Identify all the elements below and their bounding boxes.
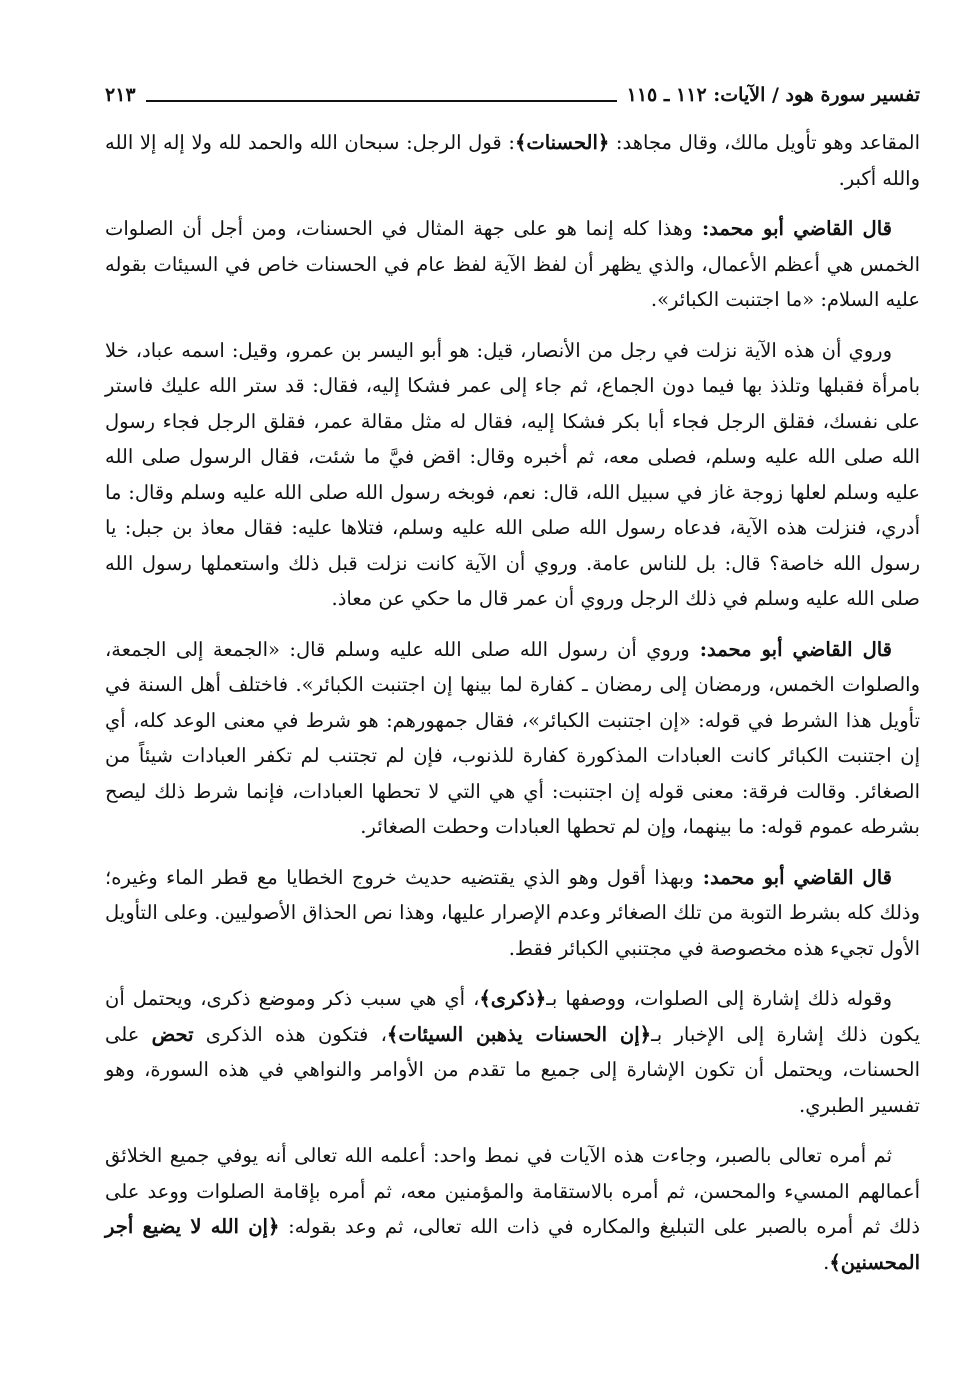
bold-text: قال القاضي أبو محمد: xyxy=(689,637,892,661)
paragraph xyxy=(105,632,920,845)
text-segment: وروي أن هذه الآية نزلت في رجل من الأنصار، قيل: هو أبو اليسر بن عمرو، وقيل: اسمه عباد، خلا بامرأة فقبلها وتلذذ بها فيما دون الجماع، ثم جاء إلى عمر فشكا إليه، فقال: قد ستر الله عليك فاستر على نفسك، فقلق الرجل فجاء أبا بكر فشكا إليه، فقال له مثل مقالة عمر، فقلق الرجل فجاء رسول الله صلى الله عليه وسلم، فصلى معه، ثم أخبره وقال: اقض فيَّ ما شئت، فقال الرسول صلى الله عليه وسلم لعلها زوجة غاز في سبيل الله، قال: نعم، فوبخه رسول الله صلى الله عليه وسلم وقال: ما أدري، فنزلت هذه الآية، فدعاه رسول الله صلى الله عليه وسلم، فتلاها عليه: فقال معاذ بن جبل: يا رسول الله خاصة؟ قال: بل للناس عامة. وروي أن الآية كانت نزلت قبل ذلك واستعملها رسول الله صلى الله عليه وسلم في ذلك الرجل وروي أن عمر قال ما حكي عن معاذ. xyxy=(105,338,920,610)
bold-text: قال القاضي أبو محمد: xyxy=(693,865,892,889)
bold-text: ﴿إن الحسنات يذهبن السيئات﴾ xyxy=(386,1022,652,1046)
text-segment: وقوله ذلك إشارة إلى الصلوات، ووصفها بـ xyxy=(546,987,892,1010)
bold-text: ﴿الحسنات﴾ xyxy=(514,131,610,154)
page-number: ٢١٣ xyxy=(105,84,136,106)
paragraph xyxy=(105,860,920,967)
text-segment: وهذا كله إنما هو على جهة المثال في الحسنات، ومن أجل أن الصلوات الخمس هي أعظم الأعمال، والذي يظهر أن لفظ الآية لفظ عام في الحسنات خاص في السيئات بقوله عليه السلام: «ما اجتنبت الكبائر». xyxy=(105,217,920,311)
bold-text: تحض xyxy=(151,1022,194,1046)
text-segment: ، أي هي سبب ذكر وموضع ذكرى، ويحتمل أن يكون ذلك إشارة إلى الإخبار بـ xyxy=(105,987,921,1046)
text-segment: وروي أن رسول الله صلى الله عليه وسلم قال: «الجمعة إلى الجمعة، والصلوات الخمس، ورمضان إلى رمضان ـ كفارة لما بينها إن اجتنبت الكبائر». فاختلف أهل السنة في تأويل هذا الشرط في قوله: «إن اجتنبت الكبائر»، فقال جمهورهم: هو شرط في معنى الوعد كله، أي إن اجتنبت الكبائر كانت العبادات المذكورة كفارة للذنوب، فإن لم تجتنب لم تكفر العبادات شيئاً من الصغائر. وقالت فرقة: معنى قوله إن اجتنبت: أي هي التي لا تحطها العبادات، فإنما شرط ذلك ليصح بشرطه عموم قوله: ما بينهما، وإن لم تحطها العبادات وحطت الصغائر. xyxy=(105,637,920,838)
header-title: تفسير سورة هود / الآيات: ١١٢ ـ ١١٥ xyxy=(626,84,920,106)
header-rule xyxy=(146,88,617,102)
running-header xyxy=(105,84,920,106)
paragraph xyxy=(105,333,920,617)
bold-text: ﴿ذكرى﴾ xyxy=(479,987,547,1010)
text-segment: . xyxy=(823,1250,830,1274)
text-segment: على الحسنات، ويحتمل أن تكون الإشارة إلى جميع ما تقدم من الأوامر والنواهي في هذه السورة، وهو تفسير الطبري. xyxy=(105,1022,920,1117)
text-segment: وبهذا أقول وهو الذي يقتضيه حديث خروج الخطايا مع قطر الماء وغيره؛ وذلك كله بشرط التوبة من تلك الصغائر وعدم الإصرار عليها، وهذا نص الحذاق الأصوليين. وعلى التأويل الأول تجيء هذه مخصوصة في مجتنبي الكبائر فقط. xyxy=(105,865,920,960)
paragraph xyxy=(105,1138,920,1280)
paragraph xyxy=(105,211,920,318)
bold-text: قال القاضي أبو محمد: xyxy=(692,217,892,240)
text-segment: المقاعد وهو تأويل مالك، وقال مجاهد: xyxy=(609,131,920,154)
text-segment: : قول الرجل: سبحان الله والحمد لله ولا إله إلا الله والله أكبر. xyxy=(105,131,920,190)
paragraph xyxy=(105,125,920,196)
body-text xyxy=(105,125,920,1295)
text-segment: ثم أمره تعالى بالصبر، وجاءت هذه الآيات في نمط واحد: أعلمه الله تعالى أنه يوفي جميع الخلائق أعمالهم المسيء والمحسن، ثم أمره بالاستقامة والمؤمنين معه، ثم أمره بإقامة الصلوات ووعد على ذلك ثم أمره بالصبر على التبليغ والمكاره في ذات الله تعالى، ثم وعد بقوله: xyxy=(105,1144,921,1238)
paragraph xyxy=(105,981,920,1123)
bold-text: ﴿إن الله لا يضيع أجر المحسنين﴾ xyxy=(105,1215,920,1274)
text-segment: ، فتكون هذه الذكرى xyxy=(193,1022,387,1046)
